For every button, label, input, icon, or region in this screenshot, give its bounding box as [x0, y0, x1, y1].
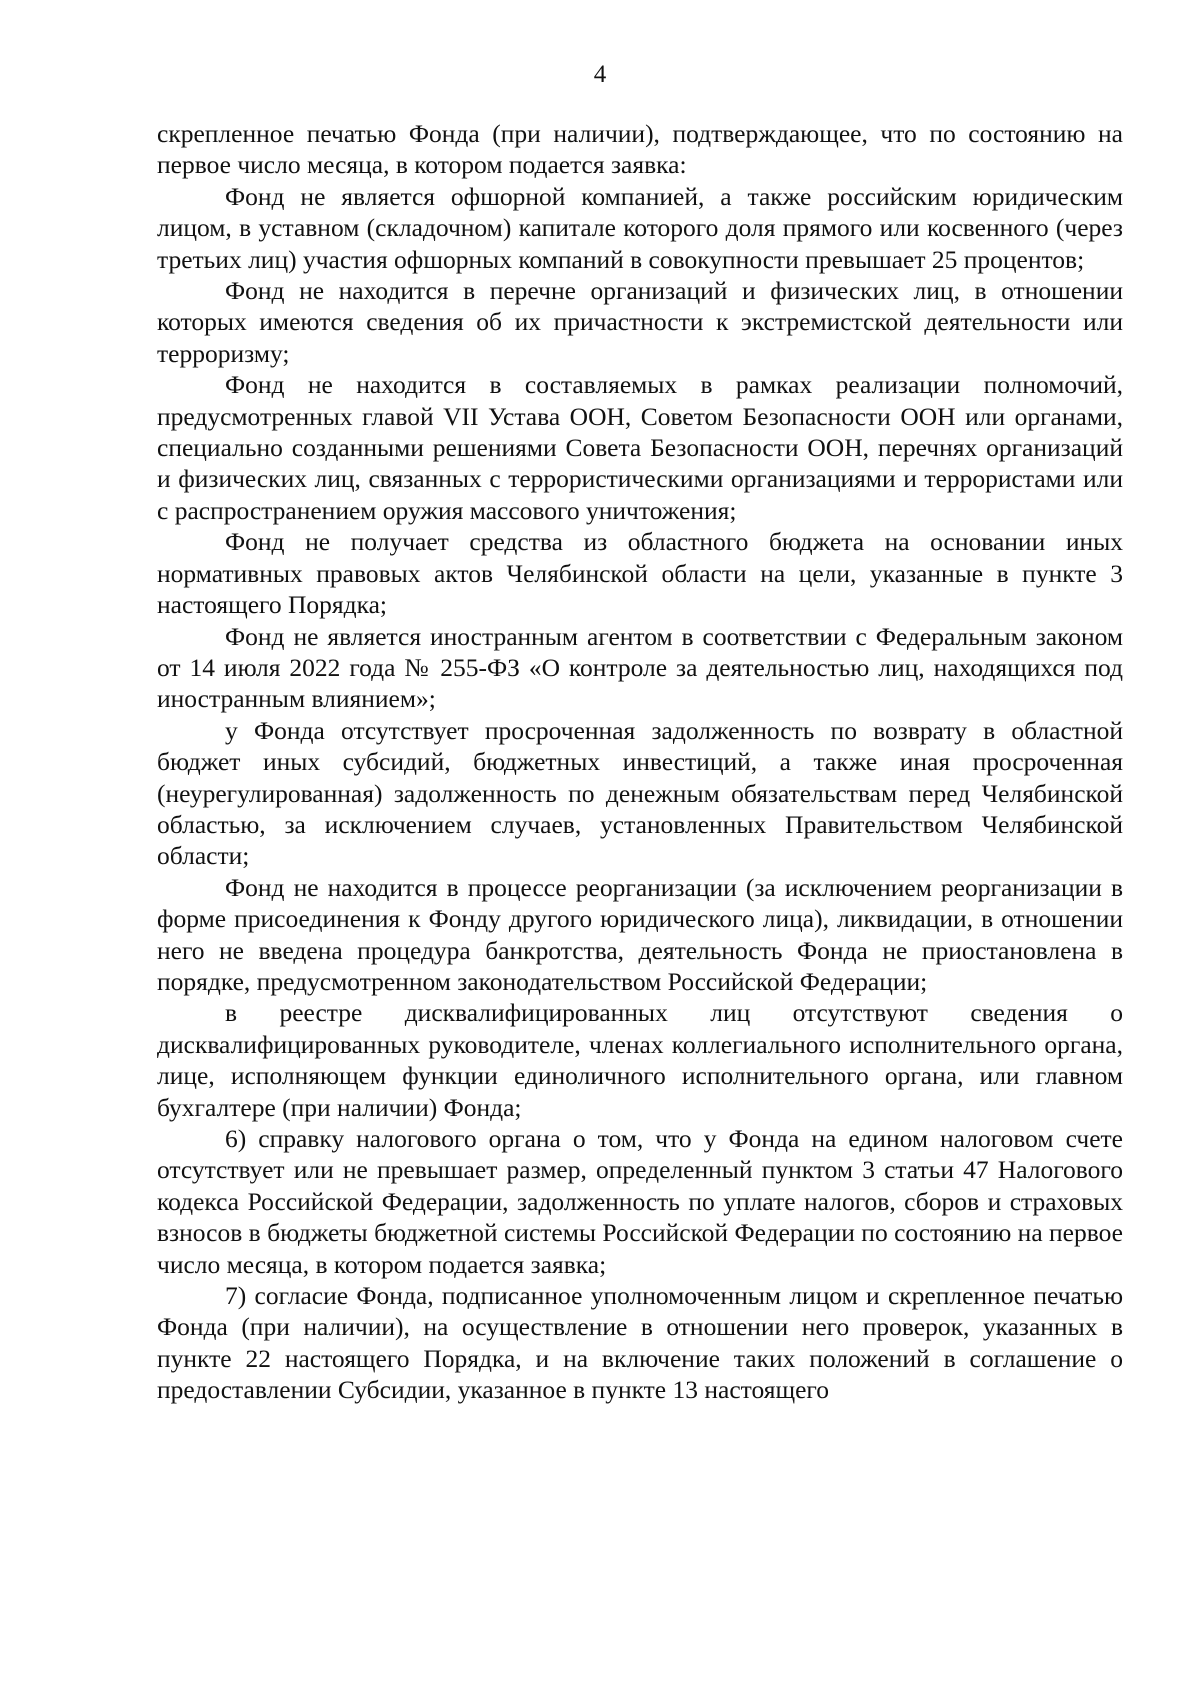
paragraph: 6) справку налогового органа о том, что у Фонда на едином налоговом счете отсутствует или не превышает размер, определенный пунктом 3 статьи 47 Налогового кодекса Российской Федерации, задолженность по уплате налогов, сборов и страховых взносов в бюджеты бюджетной системы Российской Федерации по состоянию на первое число месяца, в котором подается заявка; — [157, 1124, 1123, 1279]
paragraph: Фонд не является иностранным агентом в соответствии с Федеральным законом от 14 июля 2022 года № 255-ФЗ «О контроле за деятельностью лиц, находящихся под иностранным влиянием»; — [157, 621, 1123, 714]
page-number: 4 — [593, 61, 607, 88]
paragraph: Фонд не находится в процессе реорганизации (за исключением реорганизации в форме присоединения к Фонду другого юридического лица), ликвидации, в отношении него не введена процедура банкротства, деятельность Фонда не приостановлена в порядке, предусмотренном законодательством Российской Федерации; — [157, 872, 1123, 996]
paragraph: Фонд не находится в перечне организаций и физических лиц, в отношении которых имеются сведения об их причастности к экстремистской деятельности или терроризму; — [157, 276, 1123, 368]
document-body — [157, 118, 1123, 1406]
paragraph: Фонд не находится в составляемых в рамках реализации полномочий, предусмотренных главой VII Устава ООН, Советом Безопасности ООН или органами, специально созданными решениями Совета Безопасности ООН, перечнях организаций и физических лиц, связанных с террористическими организациями и террористами или с распространением оружия массового уничтожения; — [157, 370, 1123, 525]
paragraph: 7) согласие Фонда, подписанное уполномоченным лицом и скрепленное печатью Фонда (при наличии), на осуществление в отношении него проверок, указанных в пункте 22 настоящего Порядка, и на включение таких положений в соглашение о предоставлении Субсидии, указанное в пункте 13 настоящего — [157, 1281, 1123, 1405]
paragraph: Фонд не получает средства из областного бюджета на основании иных нормативных правовых актов Челябинской области на цели, указанные в пункте 3 настоящего Порядка; — [157, 527, 1123, 620]
paragraph: скрепленное печатью Фонда (при наличии), подтверждающее, что по состоянию на первое число месяца, в котором подается заявка: — [157, 119, 1123, 180]
paragraph: у Фонда отсутствует просроченная задолженность по возврату в областной бюджет иных субсидий, бюджетных инвестиций, а также иная просроченная (неурегулированная) задолженность по денежным обязательствам перед Челябинской областью, за исключением случаев, установленных Правительством Челябинской области; — [157, 715, 1123, 871]
paragraph: Фонд не является офшорной компанией, а также российским юридическим лицом, в уставном (складочном) капитале которого доля прямого или косвенного (через третьих лиц) участия офшорных компаний в совокупности превышает 25 процентов; — [157, 181, 1123, 274]
paragraph: в реестре дисквалифицированных лиц отсутствуют сведения о дисквалифицированных руководителе, членах коллегиального исполнительного органа, лице, исполняющем функции единоличного исполнительного органа, или главном бухгалтере (при наличии) Фонда; — [157, 998, 1123, 1122]
